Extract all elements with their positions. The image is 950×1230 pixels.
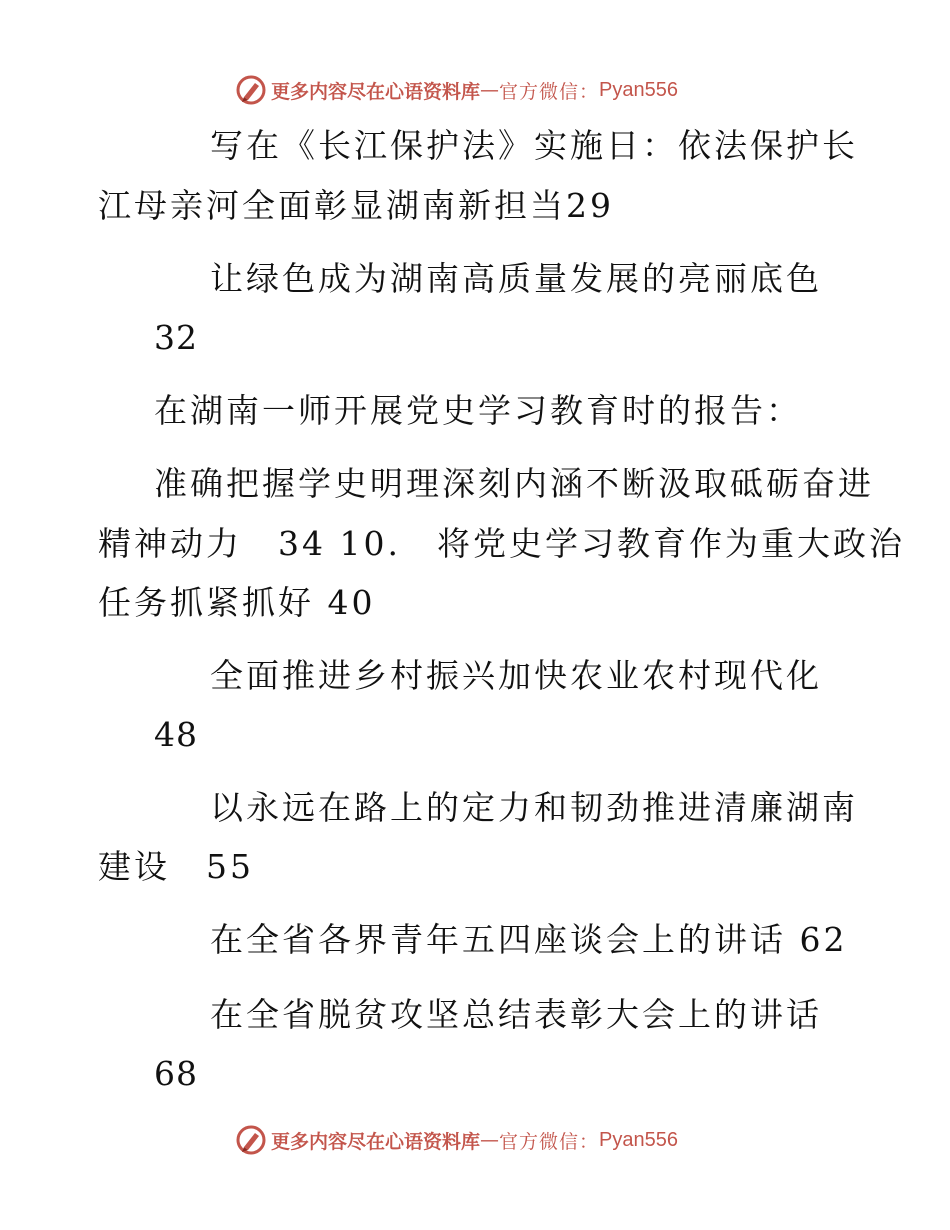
toc-entry-2-line-2: 32 [154,318,198,357]
toc-entry-4-line-2: 48 [154,715,198,754]
watermark-dash: — [480,1129,500,1151]
toc-entry-3-line-2: 准确把握学史明理深刻内涵不断汲取砥砺奋进 [154,464,874,503]
footer-watermark [0,1120,950,1160]
watermark-main-text: 更多内容尽在心语资料库 [271,1130,481,1153]
watermark-wechat-label: 官方微信： [499,80,600,103]
toc-entry-7-line-1: 在全省脱贫攻坚总结表彰大会上的讲话 [210,995,822,1034]
toc-entry-4-line-1: 全面推进乡村振兴加快农业农村现代化 [210,656,822,695]
toc-entry-5-line-2: 建设 55 [98,847,254,886]
toc-entry-3-line-1: 在湖南一师开展党史学习教育时的报告： [154,391,802,430]
toc-entry-3-line-4: 任务抓紧抓好 40 [98,583,376,622]
header-watermark [0,70,950,110]
toc-entry-7-line-2: 68 [154,1054,198,1093]
watermark-wechat-label: 官方微信： [499,1130,600,1153]
toc-entry-1-line-2: 江母亲河全面彰显湖南新担当29 [98,186,614,225]
toc-entry-5-line-1: 以永远在路上的定力和韧劲推进清廉湖南 [210,788,858,827]
pen-logo-icon [235,1124,267,1156]
watermark-dash: — [480,79,500,101]
toc-entry-6-line-1: 在全省各界青年五四座谈会上的讲话 62 [210,920,848,959]
watermark-main-text: 更多内容尽在心语资料库 [271,80,481,103]
pen-logo-icon [235,74,267,106]
toc-entry-3-line-3: 精神动力 34 10. 将党史学习教育作为重大政治 [98,524,905,563]
watermark-wechat-id: Pyan556 [599,78,678,101]
toc-entry-1-line-1: 写在《长江保护法》实施日：依法保护长 [210,126,858,165]
watermark-wechat-id: Pyan556 [599,1128,678,1151]
toc-entry-2-line-1: 让绿色成为湖南高质量发展的亮丽底色 [210,259,822,298]
